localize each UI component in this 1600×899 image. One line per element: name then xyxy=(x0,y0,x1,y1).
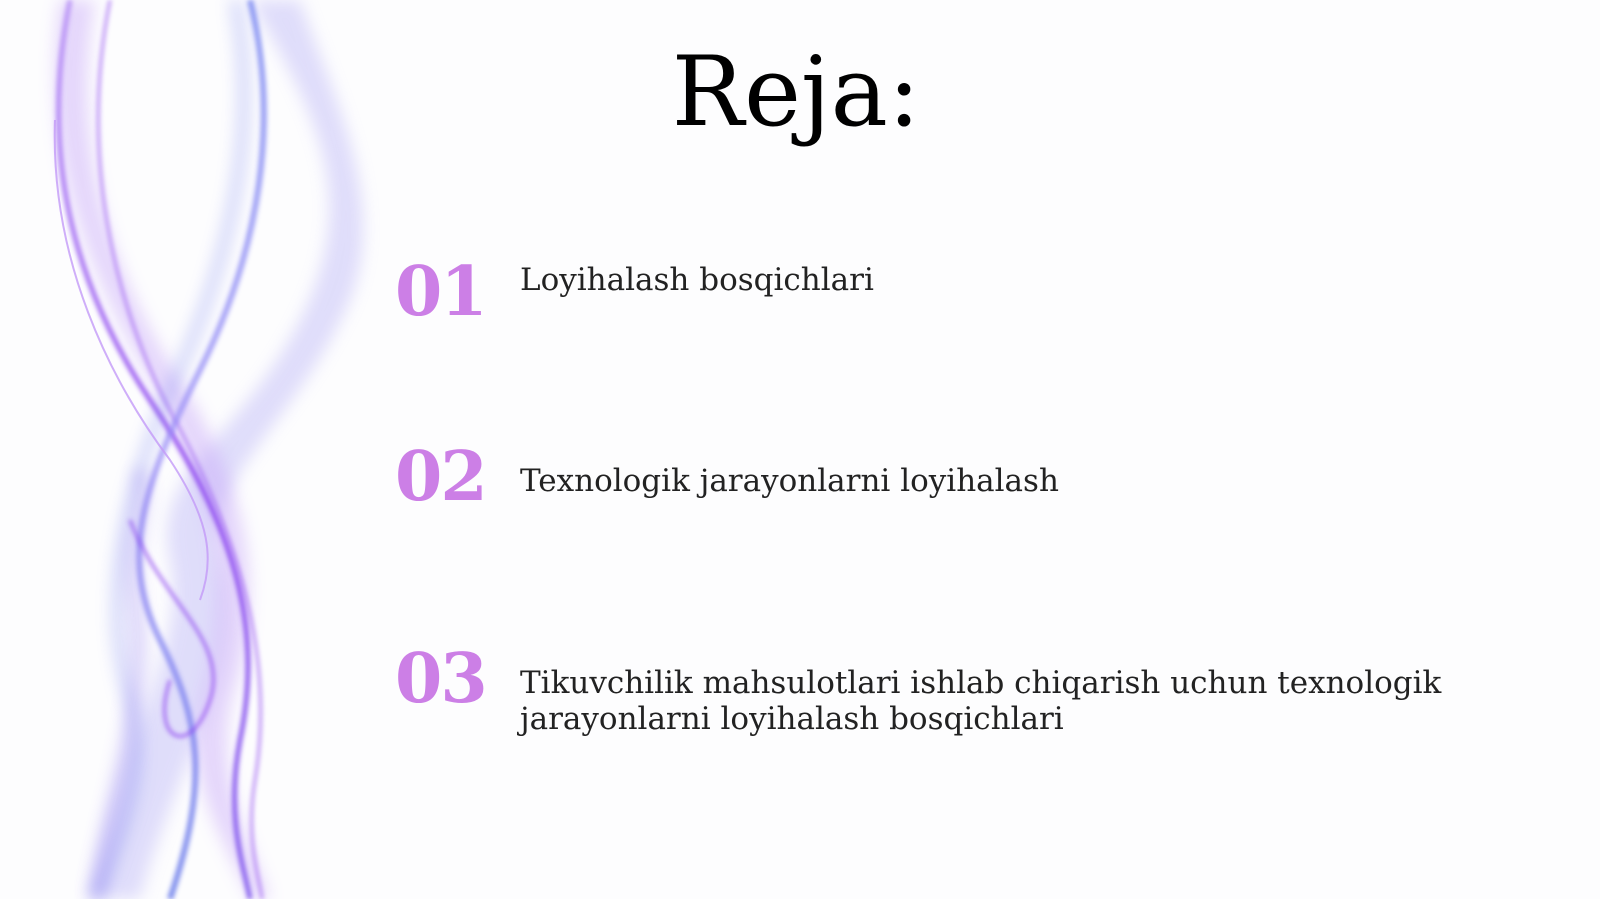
plan-item-text: Tikuvchilik mahsulotlari ishlab chiqarish uchun texnologik jarayonlarni loyihalash bosqichlari xyxy=(520,665,1442,737)
plan-item-1 xyxy=(395,252,1495,378)
plan-item-number: 02 xyxy=(395,437,486,517)
plan-item-text: Loyihalash bosqichlari xyxy=(520,262,874,298)
slide-title xyxy=(0,36,1600,148)
plan-item-number: 01 xyxy=(395,252,486,332)
plan-item-3 xyxy=(395,639,1495,765)
plan-item-2 xyxy=(395,437,1495,563)
plan-item-text: Texnologik jarayonlarni loyihalash xyxy=(520,463,1059,499)
slide-title-text: Reja: xyxy=(671,36,921,148)
plan-item-number: 03 xyxy=(395,639,486,719)
